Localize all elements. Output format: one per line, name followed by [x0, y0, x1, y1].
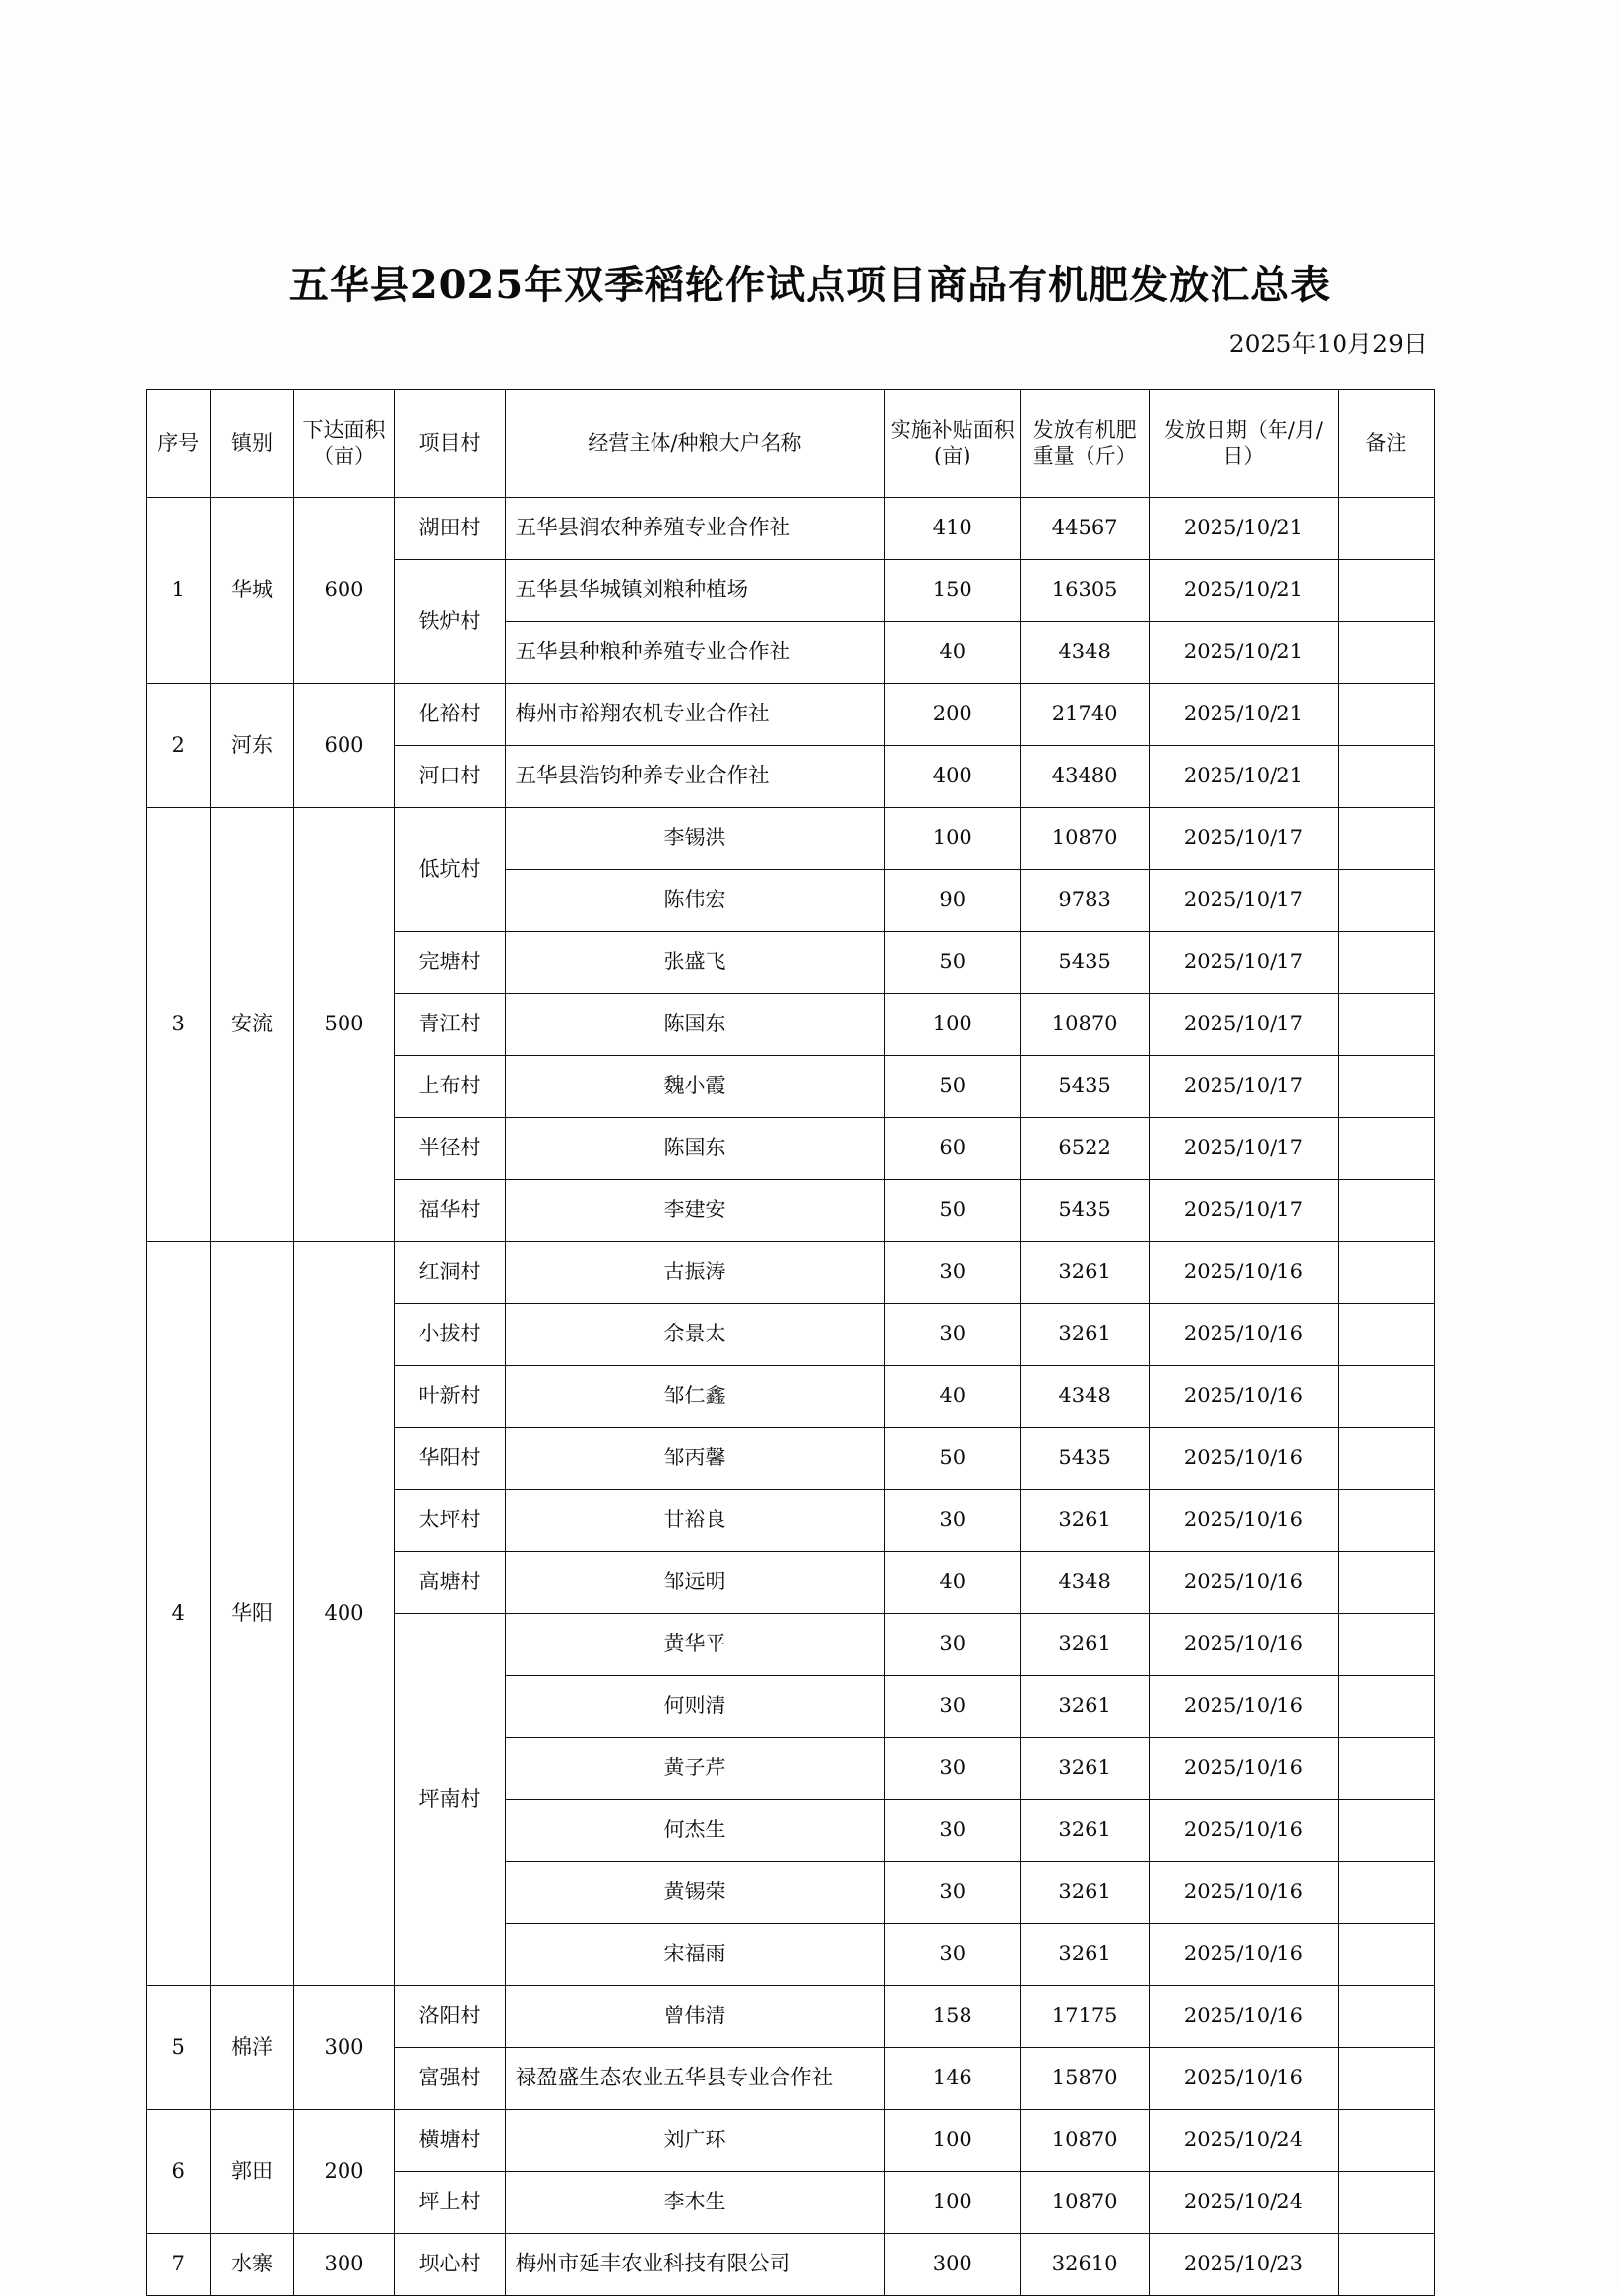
- cell-entity-name: 陈国东: [505, 1118, 885, 1180]
- cell-town: 棉洋: [211, 1986, 293, 2110]
- cell-subsidy-area: 150: [885, 560, 1021, 622]
- cell-entity-name: 陈国东: [505, 994, 885, 1056]
- table-row: [147, 2234, 1435, 2296]
- cell-subsidy-area: 40: [885, 1366, 1021, 1428]
- cell-seq: 1: [147, 498, 211, 684]
- cell-village: 坪南村: [395, 1614, 505, 1986]
- header-allocated-area: 下达面积（亩）: [293, 390, 395, 498]
- cell-village: 小拔村: [395, 1304, 505, 1366]
- cell-village: 坝心村: [395, 2234, 505, 2296]
- cell-allocated-area: 500: [293, 808, 395, 1242]
- cell-village: 洛阳村: [395, 1986, 505, 2048]
- cell-entity-name: 梅州市延丰农业科技有限公司: [505, 2234, 885, 2296]
- fertilizer-distribution-table: [146, 389, 1435, 2296]
- cell-town: 郭田: [211, 2110, 293, 2234]
- cell-subsidy-area: 158: [885, 1986, 1021, 2048]
- cell-note: [1338, 1676, 1434, 1738]
- header-entity: 经营主体/种粮大户名称: [505, 390, 885, 498]
- cell-note: [1338, 1800, 1434, 1862]
- cell-subsidy-area: 30: [885, 1924, 1021, 1986]
- page-title: 五华县2025年双季稻轮作试点项目商品有机肥发放汇总表: [288, 262, 1332, 308]
- cell-fertilizer-weight: 6522: [1021, 1118, 1150, 1180]
- cell-issue-date: 2025/10/16: [1150, 1304, 1339, 1366]
- cell-village: 低坑村: [395, 808, 505, 932]
- cell-note: [1338, 560, 1434, 622]
- cell-issue-date: 2025/10/16: [1150, 2048, 1339, 2110]
- header-town: 镇别: [211, 390, 293, 498]
- header-fertilizer-weight: 发放有机肥重量（斤）: [1021, 390, 1150, 498]
- cell-entity-name: 五华县种粮种养殖专业合作社: [505, 622, 885, 684]
- cell-seq: 4: [147, 1242, 211, 1986]
- cell-subsidy-area: 146: [885, 2048, 1021, 2110]
- cell-fertilizer-weight: 10870: [1021, 2172, 1150, 2234]
- table-row: [147, 2110, 1435, 2172]
- cell-subsidy-area: 30: [885, 1738, 1021, 1800]
- cell-issue-date: 2025/10/17: [1150, 1180, 1339, 1242]
- cell-note: [1338, 2110, 1434, 2172]
- cell-subsidy-area: 30: [885, 1242, 1021, 1304]
- cell-entity-name: 梅州市裕翔农机专业合作社: [505, 684, 885, 746]
- cell-note: [1338, 684, 1434, 746]
- cell-entity-name: 何则清: [505, 1676, 885, 1738]
- cell-issue-date: 2025/10/17: [1150, 1056, 1339, 1118]
- cell-fertilizer-weight: 3261: [1021, 1304, 1150, 1366]
- cell-entity-name: 刘广环: [505, 2110, 885, 2172]
- cell-subsidy-area: 50: [885, 932, 1021, 994]
- cell-subsidy-area: 30: [885, 1676, 1021, 1738]
- cell-note: [1338, 498, 1434, 560]
- cell-subsidy-area: 90: [885, 870, 1021, 932]
- cell-village: 叶新村: [395, 1366, 505, 1428]
- cell-note: [1338, 1242, 1434, 1304]
- cell-fertilizer-weight: 43480: [1021, 746, 1150, 808]
- cell-village: 完塘村: [395, 932, 505, 994]
- cell-village: 河口村: [395, 746, 505, 808]
- cell-subsidy-area: 30: [885, 1800, 1021, 1862]
- cell-note: [1338, 1862, 1434, 1924]
- cell-fertilizer-weight: 3261: [1021, 1800, 1150, 1862]
- header-subsidy-area: 实施补贴面积(亩): [885, 390, 1021, 498]
- cell-subsidy-area: 30: [885, 1614, 1021, 1676]
- cell-fertilizer-weight: 10870: [1021, 808, 1150, 870]
- cell-seq: 2: [147, 684, 211, 808]
- cell-fertilizer-weight: 5435: [1021, 932, 1150, 994]
- cell-entity-name: 余景太: [505, 1304, 885, 1366]
- cell-subsidy-area: 100: [885, 808, 1021, 870]
- cell-issue-date: 2025/10/21: [1150, 498, 1339, 560]
- cell-note: [1338, 2048, 1434, 2110]
- cell-town: 河东: [211, 684, 293, 808]
- cell-seq: 7: [147, 2234, 211, 2296]
- cell-subsidy-area: 200: [885, 684, 1021, 746]
- cell-entity-name: 李锡洪: [505, 808, 885, 870]
- cell-note: [1338, 1490, 1434, 1552]
- cell-note: [1338, 1428, 1434, 1490]
- cell-allocated-area: 300: [293, 2234, 395, 2296]
- header-issue-date: 发放日期（年/月/日）: [1150, 390, 1339, 498]
- cell-entity-name: 五华县浩钧种养专业合作社: [505, 746, 885, 808]
- header-village: 项目村: [395, 390, 505, 498]
- cell-issue-date: 2025/10/21: [1150, 746, 1339, 808]
- cell-fertilizer-weight: 44567: [1021, 498, 1150, 560]
- cell-fertilizer-weight: 32610: [1021, 2234, 1150, 2296]
- cell-issue-date: 2025/10/17: [1150, 870, 1339, 932]
- cell-subsidy-area: 30: [885, 1304, 1021, 1366]
- cell-entity-name: 陈伟宏: [505, 870, 885, 932]
- cell-village: 湖田村: [395, 498, 505, 560]
- cell-entity-name: 邹仁鑫: [505, 1366, 885, 1428]
- cell-subsidy-area: 40: [885, 1552, 1021, 1614]
- cell-allocated-area: 400: [293, 1242, 395, 1986]
- cell-fertilizer-weight: 3261: [1021, 1862, 1150, 1924]
- cell-fertilizer-weight: 4348: [1021, 622, 1150, 684]
- cell-subsidy-area: 40: [885, 622, 1021, 684]
- cell-fertilizer-weight: 10870: [1021, 994, 1150, 1056]
- cell-fertilizer-weight: 3261: [1021, 1924, 1150, 1986]
- cell-subsidy-area: 300: [885, 2234, 1021, 2296]
- cell-subsidy-area: 100: [885, 2172, 1021, 2234]
- cell-village: 上布村: [395, 1056, 505, 1118]
- cell-entity-name: 邹丙馨: [505, 1428, 885, 1490]
- cell-entity-name: 张盛飞: [505, 932, 885, 994]
- cell-subsidy-area: 50: [885, 1056, 1021, 1118]
- cell-entity-name: 甘裕良: [505, 1490, 885, 1552]
- cell-village: 半径村: [395, 1118, 505, 1180]
- cell-fertilizer-weight: 4348: [1021, 1552, 1150, 1614]
- cell-issue-date: 2025/10/21: [1150, 684, 1339, 746]
- cell-issue-date: 2025/10/21: [1150, 560, 1339, 622]
- cell-village: 横塘村: [395, 2110, 505, 2172]
- cell-issue-date: 2025/10/17: [1150, 808, 1339, 870]
- cell-village: 红洞村: [395, 1242, 505, 1304]
- cell-subsidy-area: 30: [885, 1490, 1021, 1552]
- cell-note: [1338, 1180, 1434, 1242]
- cell-town: 华阳: [211, 1242, 293, 1986]
- cell-subsidy-area: 410: [885, 498, 1021, 560]
- cell-note: [1338, 870, 1434, 932]
- cell-issue-date: 2025/10/16: [1150, 1800, 1339, 1862]
- table-body: [147, 498, 1435, 2296]
- cell-fertilizer-weight: 3261: [1021, 1490, 1150, 1552]
- cell-fertilizer-weight: 9783: [1021, 870, 1150, 932]
- cell-entity-name: 五华县华城镇刘粮种植场: [505, 560, 885, 622]
- document-date: 2025年10月29日: [1228, 330, 1428, 358]
- cell-entity-name: 邹远明: [505, 1552, 885, 1614]
- cell-note: [1338, 994, 1434, 1056]
- table-row: [147, 498, 1435, 560]
- cell-entity-name: 李木生: [505, 2172, 885, 2234]
- cell-village: 铁炉村: [395, 560, 505, 684]
- cell-entity-name: 曾伟清: [505, 1986, 885, 2048]
- table-row: [147, 1986, 1435, 2048]
- cell-fertilizer-weight: 17175: [1021, 1986, 1150, 2048]
- cell-village: 富强村: [395, 2048, 505, 2110]
- cell-allocated-area: 200: [293, 2110, 395, 2234]
- cell-note: [1338, 1738, 1434, 1800]
- cell-entity-name: 黄华平: [505, 1614, 885, 1676]
- cell-village: 坪上村: [395, 2172, 505, 2234]
- cell-seq: 6: [147, 2110, 211, 2234]
- header-note: 备注: [1338, 390, 1434, 498]
- cell-seq: 3: [147, 808, 211, 1242]
- cell-entity-name: 黄锡荣: [505, 1862, 885, 1924]
- cell-entity-name: 魏小霞: [505, 1056, 885, 1118]
- cell-village: 高塘村: [395, 1552, 505, 1614]
- cell-fertilizer-weight: 5435: [1021, 1428, 1150, 1490]
- cell-note: [1338, 746, 1434, 808]
- header-seq: 序号: [147, 390, 211, 498]
- cell-entity-name: 何杰生: [505, 1800, 885, 1862]
- cell-subsidy-area: 50: [885, 1180, 1021, 1242]
- cell-note: [1338, 2172, 1434, 2234]
- cell-entity-name: 李建安: [505, 1180, 885, 1242]
- header-row: [147, 390, 1435, 498]
- cell-village: 华阳村: [395, 1428, 505, 1490]
- cell-issue-date: 2025/10/16: [1150, 1862, 1339, 1924]
- cell-subsidy-area: 50: [885, 1428, 1021, 1490]
- cell-fertilizer-weight: 16305: [1021, 560, 1150, 622]
- cell-issue-date: 2025/10/16: [1150, 1738, 1339, 1800]
- cell-fertilizer-weight: 3261: [1021, 1614, 1150, 1676]
- cell-allocated-area: 600: [293, 498, 395, 684]
- cell-fertilizer-weight: 5435: [1021, 1056, 1150, 1118]
- cell-note: [1338, 1924, 1434, 1986]
- cell-fertilizer-weight: 10870: [1021, 2110, 1150, 2172]
- cell-entity-name: 古振涛: [505, 1242, 885, 1304]
- cell-allocated-area: 600: [293, 684, 395, 808]
- cell-issue-date: 2025/10/16: [1150, 1986, 1339, 2048]
- cell-note: [1338, 1986, 1434, 2048]
- cell-note: [1338, 1118, 1434, 1180]
- cell-fertilizer-weight: 4348: [1021, 1366, 1150, 1428]
- cell-note: [1338, 2234, 1434, 2296]
- cell-fertilizer-weight: 3261: [1021, 1676, 1150, 1738]
- summary-table-container: [146, 389, 1435, 2296]
- cell-issue-date: 2025/10/17: [1150, 1118, 1339, 1180]
- cell-entity-name: 宋福雨: [505, 1924, 885, 1986]
- cell-issue-date: 2025/10/16: [1150, 1242, 1339, 1304]
- cell-entity-name: 禄盈盛生态农业五华县专业合作社: [505, 2048, 885, 2110]
- cell-note: [1338, 808, 1434, 870]
- cell-note: [1338, 1366, 1434, 1428]
- cell-note: [1338, 932, 1434, 994]
- cell-entity-name: 黄子芹: [505, 1738, 885, 1800]
- cell-issue-date: 2025/10/21: [1150, 622, 1339, 684]
- cell-subsidy-area: 30: [885, 1862, 1021, 1924]
- table-header: [147, 390, 1435, 498]
- cell-entity-name: 五华县润农种养殖专业合作社: [505, 498, 885, 560]
- table-row: [147, 808, 1435, 870]
- cell-subsidy-area: 100: [885, 2110, 1021, 2172]
- cell-issue-date: 2025/10/16: [1150, 1366, 1339, 1428]
- cell-fertilizer-weight: 5435: [1021, 1180, 1150, 1242]
- cell-note: [1338, 1304, 1434, 1366]
- cell-note: [1338, 622, 1434, 684]
- cell-issue-date: 2025/10/23: [1150, 2234, 1339, 2296]
- cell-village: 太坪村: [395, 1490, 505, 1552]
- table-row: [147, 684, 1435, 746]
- cell-town: 水寨: [211, 2234, 293, 2296]
- cell-issue-date: 2025/10/17: [1150, 994, 1339, 1056]
- cell-fertilizer-weight: 3261: [1021, 1738, 1150, 1800]
- cell-fertilizer-weight: 3261: [1021, 1242, 1150, 1304]
- cell-subsidy-area: 60: [885, 1118, 1021, 1180]
- cell-town: 安流: [211, 808, 293, 1242]
- cell-subsidy-area: 100: [885, 994, 1021, 1056]
- cell-issue-date: 2025/10/16: [1150, 1924, 1339, 1986]
- cell-town: 华城: [211, 498, 293, 684]
- cell-issue-date: 2025/10/17: [1150, 932, 1339, 994]
- cell-village: 化裕村: [395, 684, 505, 746]
- cell-note: [1338, 1614, 1434, 1676]
- cell-issue-date: 2025/10/16: [1150, 1552, 1339, 1614]
- cell-issue-date: 2025/10/16: [1150, 1428, 1339, 1490]
- cell-issue-date: 2025/10/16: [1150, 1614, 1339, 1676]
- table-row: [147, 1242, 1435, 1304]
- cell-village: 福华村: [395, 1180, 505, 1242]
- cell-fertilizer-weight: 15870: [1021, 2048, 1150, 2110]
- cell-issue-date: 2025/10/24: [1150, 2172, 1339, 2234]
- cell-village: 青江村: [395, 994, 505, 1056]
- cell-note: [1338, 1056, 1434, 1118]
- cell-issue-date: 2025/10/24: [1150, 2110, 1339, 2172]
- cell-fertilizer-weight: 21740: [1021, 684, 1150, 746]
- cell-issue-date: 2025/10/16: [1150, 1676, 1339, 1738]
- cell-issue-date: 2025/10/16: [1150, 1490, 1339, 1552]
- cell-seq: 5: [147, 1986, 211, 2110]
- cell-note: [1338, 1552, 1434, 1614]
- cell-allocated-area: 300: [293, 1986, 395, 2110]
- cell-subsidy-area: 400: [885, 746, 1021, 808]
